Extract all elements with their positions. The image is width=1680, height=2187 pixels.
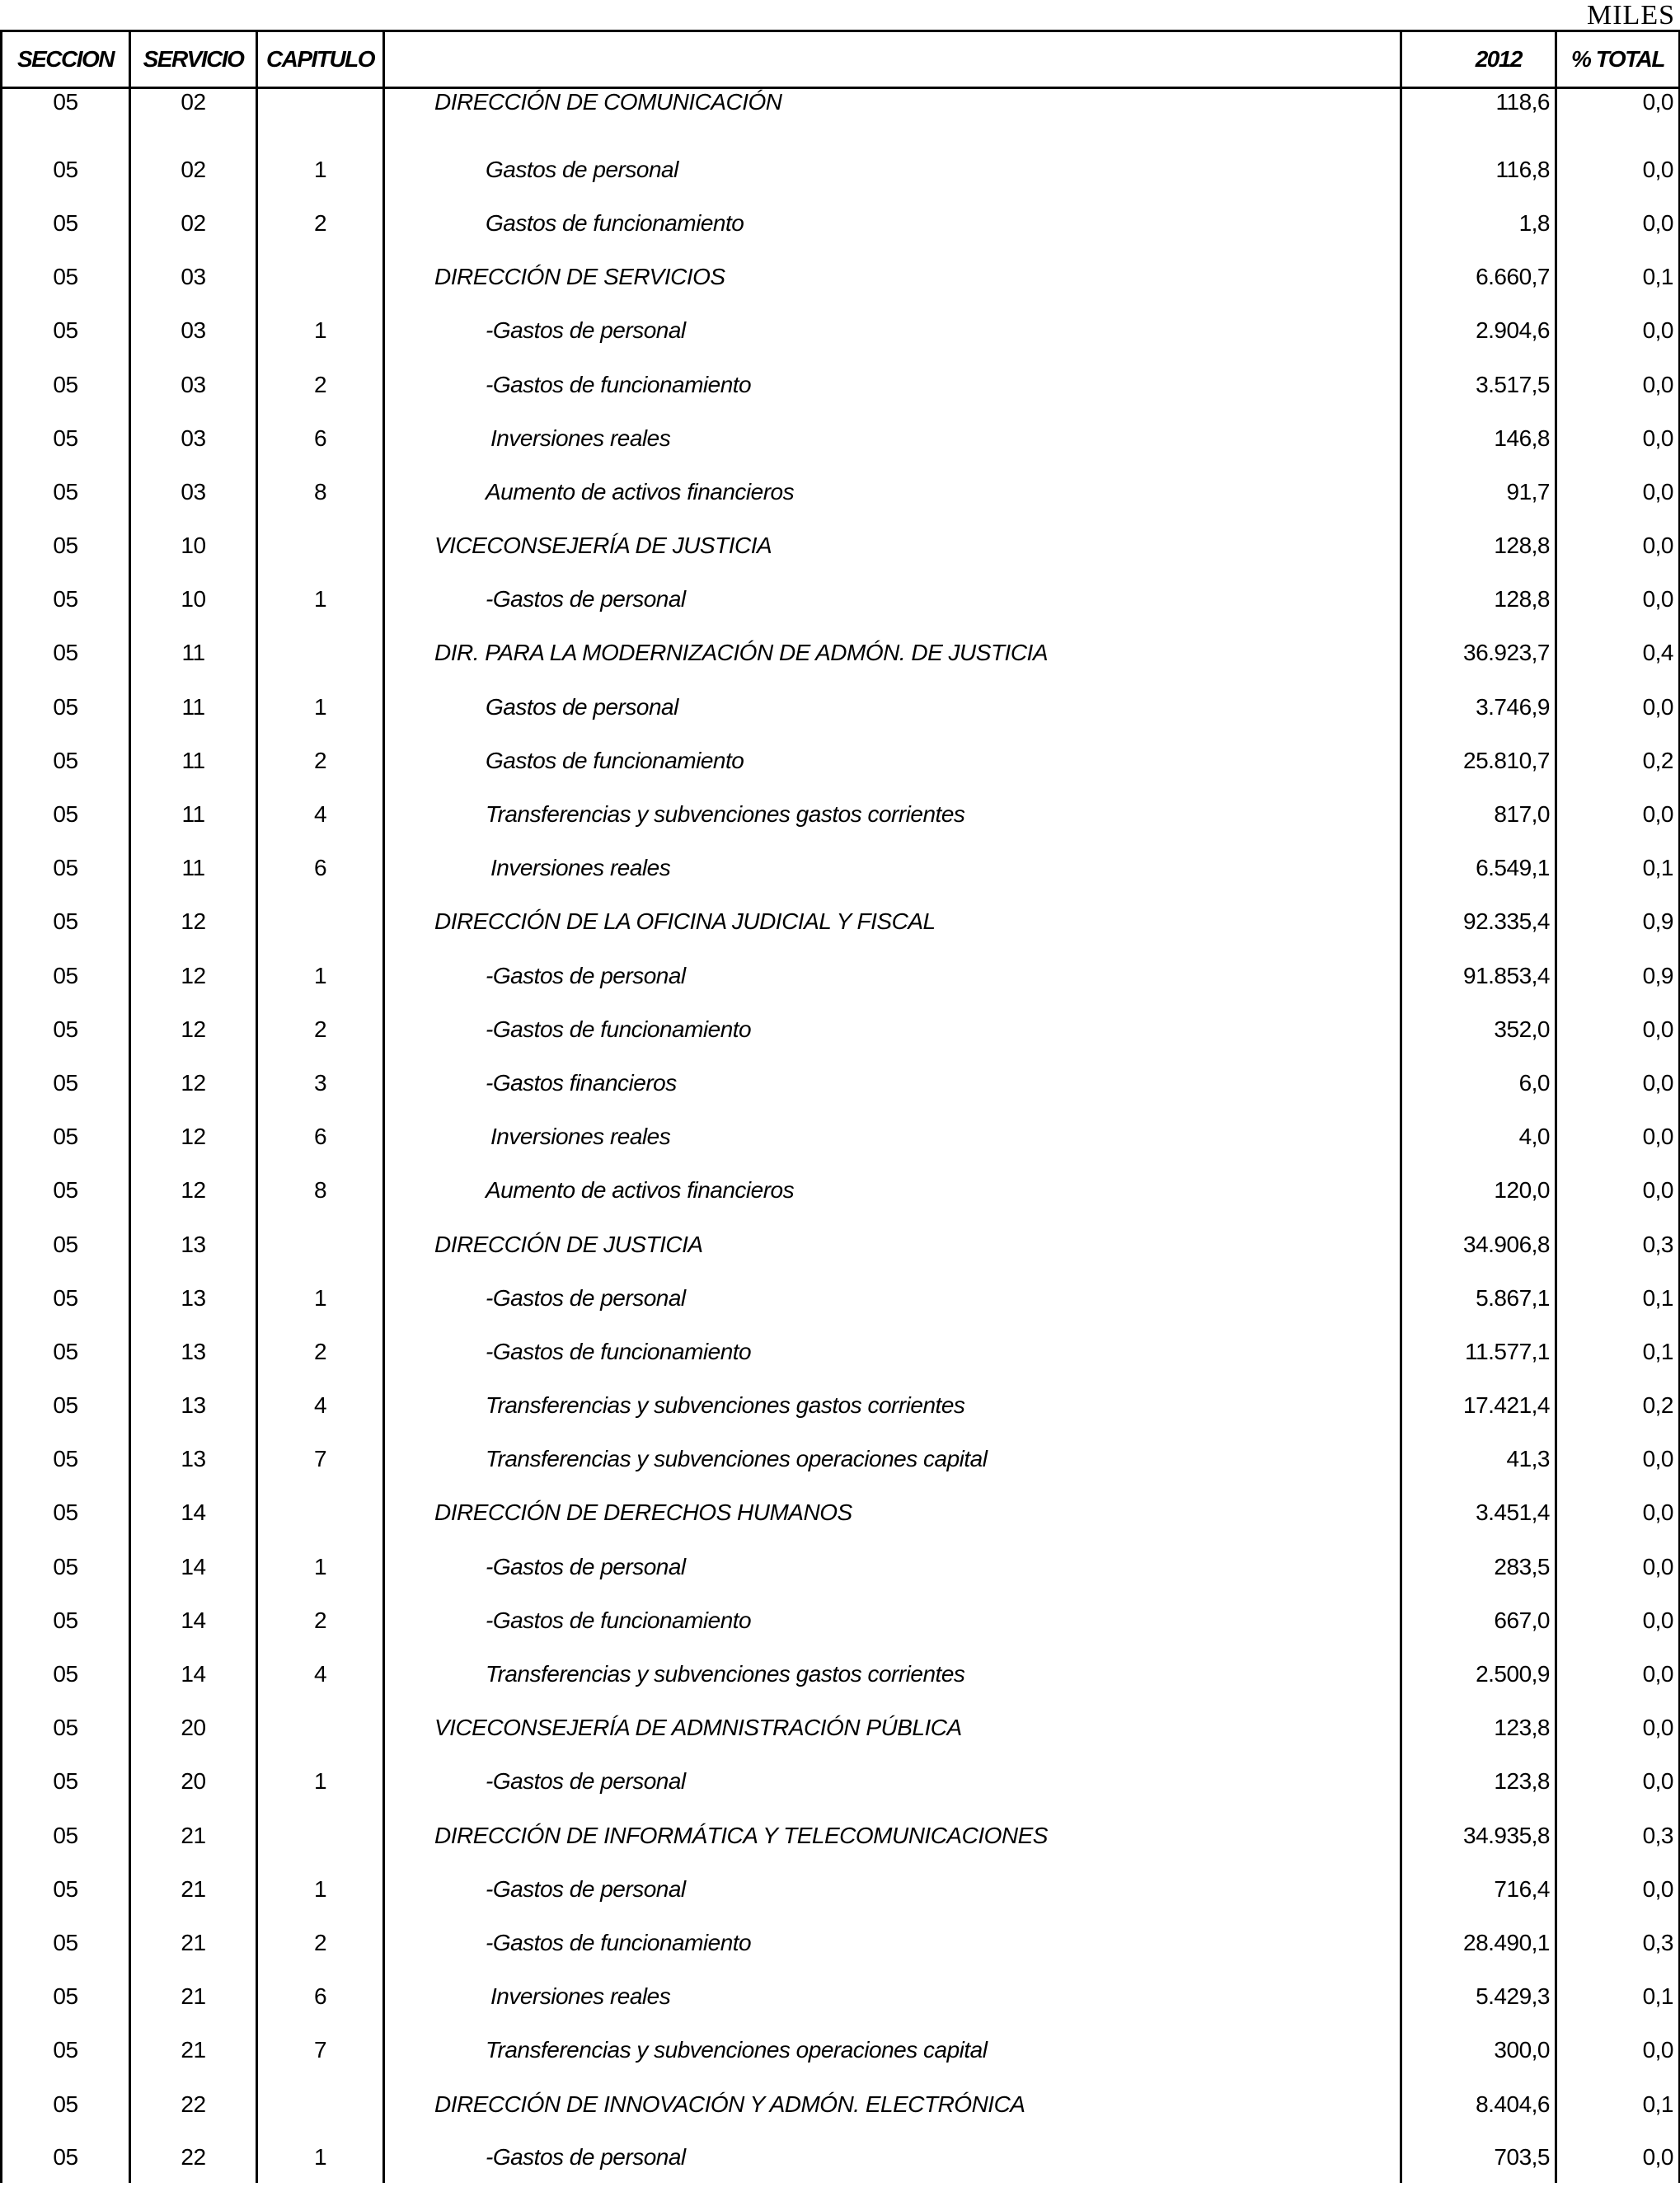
budget-table-container: [0, 30, 1678, 2187]
cell-capitulo: 3: [257, 1056, 384, 1110]
cell-pct-total: 0,4: [1556, 627, 1680, 680]
cell-pct-total: 0,0: [1556, 1110, 1680, 1164]
cell-servicio: 11: [130, 787, 257, 841]
cell-capitulo: 7: [257, 1433, 384, 1486]
cell-importe-2012: 5.429,3: [1401, 1970, 1556, 2024]
header-capitulo: CAPITULO: [257, 31, 384, 88]
table-row: [2, 1218, 1680, 1271]
cell-capitulo: 4: [257, 1379, 384, 1433]
cell-capitulo: [257, 519, 384, 573]
cell-servicio: 14: [130, 1647, 257, 1701]
cell-descripcion: DIRECCIÓN DE SERVICIOS: [384, 251, 1401, 304]
cell-seccion: 05: [2, 2077, 130, 2131]
header-year: 2012: [1401, 31, 1556, 88]
cell-servicio: 13: [130, 1325, 257, 1378]
cell-pct-total: 0,2: [1556, 1379, 1680, 1433]
cell-servicio: 22: [130, 2131, 257, 2183]
cell-importe-2012: 716,4: [1401, 1862, 1556, 1916]
cell-seccion: 05: [2, 2131, 130, 2183]
cell-servicio: 14: [130, 1486, 257, 1540]
cell-capitulo: 1: [257, 143, 384, 196]
cell-capitulo: 2: [257, 734, 384, 787]
cell-pct-total: 0,0: [1556, 1862, 1680, 1916]
table-row: [2, 842, 1680, 895]
table-row: [2, 465, 1680, 519]
cell-capitulo: [257, 627, 384, 680]
cell-servicio: 03: [130, 465, 257, 519]
cell-pct-total: 0,3: [1556, 1916, 1680, 1969]
cell-descripcion: Gastos de personal: [384, 680, 1401, 734]
table-row: [2, 1433, 1680, 1486]
cell-pct-total: 0,0: [1556, 1540, 1680, 1593]
cell-seccion: 05: [2, 734, 130, 787]
cell-seccion: 05: [2, 1433, 130, 1486]
cell-descripcion: -Gastos de personal: [384, 573, 1401, 627]
cell-seccion: 05: [2, 251, 130, 304]
cell-seccion: 05: [2, 1701, 130, 1755]
cell-importe-2012: 6.660,7: [1401, 251, 1556, 304]
header-servicio: SERVICIO: [130, 31, 257, 88]
cell-servicio: 10: [130, 573, 257, 627]
cell-descripcion: -Gastos de funcionamiento: [384, 1002, 1401, 1056]
cell-capitulo: 2: [257, 1002, 384, 1056]
table-row: [2, 1002, 1680, 1056]
cell-importe-2012: 11.577,1: [1401, 1325, 1556, 1378]
cell-servicio: 11: [130, 627, 257, 680]
cell-capitulo: 2: [257, 1593, 384, 1647]
cell-importe-2012: 28.490,1: [1401, 1916, 1556, 1969]
cell-capitulo: [257, 88, 384, 143]
cell-importe-2012: 4,0: [1401, 1110, 1556, 1164]
cell-descripcion: Aumento de activos financieros: [384, 1164, 1401, 1218]
cell-importe-2012: 2.500,9: [1401, 1647, 1556, 1701]
cell-servicio: 03: [130, 304, 257, 358]
cell-pct-total: 0,0: [1556, 680, 1680, 734]
cell-descripcion: DIRECCIÓN DE INFORMÁTICA Y TELECOMUNICACIONES: [384, 1809, 1401, 1862]
cell-seccion: 05: [2, 1916, 130, 1969]
cell-descripcion: Inversiones reales: [384, 1110, 1401, 1164]
cell-seccion: 05: [2, 787, 130, 841]
cell-servicio: 22: [130, 2077, 257, 2131]
table-row: [2, 734, 1680, 787]
cell-capitulo: 8: [257, 1164, 384, 1218]
cell-servicio: 12: [130, 1056, 257, 1110]
table-row: [2, 1593, 1680, 1647]
cell-seccion: 05: [2, 949, 130, 1002]
cell-descripcion: -Gastos de personal: [384, 1862, 1401, 1916]
table-body: [2, 88, 1680, 2184]
cell-pct-total: 0,1: [1556, 251, 1680, 304]
cell-descripcion: DIRECCIÓN DE COMUNICACIÓN: [384, 88, 1401, 143]
cell-importe-2012: 116,8: [1401, 143, 1556, 196]
cell-servicio: 11: [130, 842, 257, 895]
cell-pct-total: 0,9: [1556, 895, 1680, 949]
cell-importe-2012: 6.549,1: [1401, 842, 1556, 895]
cell-pct-total: 0,0: [1556, 2024, 1680, 2077]
cell-descripcion: Gastos de funcionamiento: [384, 734, 1401, 787]
cell-importe-2012: 123,8: [1401, 1701, 1556, 1755]
cell-descripcion: -Gastos de funcionamiento: [384, 1325, 1401, 1378]
cell-capitulo: [257, 1701, 384, 1755]
cell-importe-2012: 120,0: [1401, 1164, 1556, 1218]
cell-seccion: 05: [2, 411, 130, 465]
table-row: [2, 627, 1680, 680]
cell-seccion: 05: [2, 680, 130, 734]
cell-pct-total: 0,0: [1556, 143, 1680, 196]
cell-servicio: 13: [130, 1433, 257, 1486]
header-pct-total: % TOTAL: [1556, 31, 1680, 88]
cell-pct-total: 0,1: [1556, 1271, 1680, 1325]
cell-pct-total: 0,0: [1556, 1701, 1680, 1755]
cell-seccion: 05: [2, 627, 130, 680]
budget-table: [0, 30, 1680, 2183]
cell-importe-2012: 91.853,4: [1401, 949, 1556, 1002]
cell-pct-total: 0,0: [1556, 1056, 1680, 1110]
cell-pct-total: 0,0: [1556, 1002, 1680, 1056]
cell-capitulo: 1: [257, 680, 384, 734]
cell-pct-total: 0,0: [1556, 1593, 1680, 1647]
cell-servicio: 21: [130, 1916, 257, 1969]
table-row: [2, 1809, 1680, 1862]
cell-seccion: 05: [2, 1002, 130, 1056]
cell-capitulo: 4: [257, 787, 384, 841]
cell-descripcion: Transferencias y subvenciones operaciones capital: [384, 2024, 1401, 2077]
cell-seccion: 05: [2, 1218, 130, 1271]
table-row: [2, 680, 1680, 734]
cell-servicio: 03: [130, 251, 257, 304]
cell-seccion: 05: [2, 1325, 130, 1378]
cell-descripcion: Transferencias y subvenciones gastos corrientes: [384, 787, 1401, 841]
cell-importe-2012: 703,5: [1401, 2131, 1556, 2183]
cell-seccion: 05: [2, 88, 130, 143]
table-row: [2, 1325, 1680, 1378]
table-row: [2, 143, 1680, 196]
cell-capitulo: [257, 1809, 384, 1862]
cell-pct-total: 0,0: [1556, 1164, 1680, 1218]
cell-importe-2012: 128,8: [1401, 573, 1556, 627]
cell-seccion: 05: [2, 465, 130, 519]
cell-capitulo: 6: [257, 842, 384, 895]
cell-capitulo: 2: [257, 1916, 384, 1969]
cell-pct-total: 0,0: [1556, 787, 1680, 841]
cell-importe-2012: 25.810,7: [1401, 734, 1556, 787]
cell-importe-2012: 3.451,4: [1401, 1486, 1556, 1540]
header-descripcion: [384, 31, 1401, 88]
table-row: [2, 1755, 1680, 1809]
cell-pct-total: 0,9: [1556, 949, 1680, 1002]
cell-pct-total: 0,3: [1556, 1218, 1680, 1271]
cell-servicio: 11: [130, 680, 257, 734]
cell-descripcion: -Gastos de personal: [384, 1271, 1401, 1325]
cell-servicio: 21: [130, 1809, 257, 1862]
cell-descripcion: -Gastos financieros: [384, 1056, 1401, 1110]
cell-seccion: 05: [2, 1970, 130, 2024]
table-row: [2, 1110, 1680, 1164]
cell-descripcion: Transferencias y subvenciones operaciones capital: [384, 1433, 1401, 1486]
cell-capitulo: 2: [257, 358, 384, 411]
cell-capitulo: 1: [257, 1271, 384, 1325]
cell-servicio: 02: [130, 143, 257, 196]
cell-servicio: 20: [130, 1701, 257, 1755]
table-row: [2, 411, 1680, 465]
cell-importe-2012: 118,6: [1401, 88, 1556, 143]
cell-pct-total: 0,3: [1556, 1809, 1680, 1862]
cell-seccion: 05: [2, 196, 130, 250]
table-row: [2, 1916, 1680, 1969]
cell-capitulo: 6: [257, 411, 384, 465]
cell-importe-2012: 34.935,8: [1401, 1809, 1556, 1862]
units-label: MILES: [1587, 0, 1675, 31]
cell-pct-total: 0,0: [1556, 519, 1680, 573]
cell-pct-total: 0,0: [1556, 88, 1680, 143]
cell-descripcion: -Gastos de funcionamiento: [384, 358, 1401, 411]
cell-importe-2012: 3.517,5: [1401, 358, 1556, 411]
cell-descripcion: Gastos de funcionamiento: [384, 196, 1401, 250]
table-row: [2, 1647, 1680, 1701]
cell-capitulo: [257, 251, 384, 304]
cell-servicio: 12: [130, 1110, 257, 1164]
table-row: [2, 1056, 1680, 1110]
cell-servicio: 13: [130, 1218, 257, 1271]
cell-descripcion: -Gastos de funcionamiento: [384, 1593, 1401, 1647]
cell-descripcion: DIRECCIÓN DE LA OFICINA JUDICIAL Y FISCAL: [384, 895, 1401, 949]
table-row: [2, 1970, 1680, 2024]
cell-seccion: 05: [2, 1271, 130, 1325]
cell-pct-total: 0,0: [1556, 304, 1680, 358]
cell-servicio: 21: [130, 1862, 257, 1916]
cell-descripcion: DIR. PARA LA MODERNIZACIÓN DE ADMÓN. DE JUSTICIA: [384, 627, 1401, 680]
cell-pct-total: 0,0: [1556, 465, 1680, 519]
cell-descripcion: Aumento de activos financieros: [384, 465, 1401, 519]
cell-capitulo: [257, 2077, 384, 2131]
table-row: [2, 2131, 1680, 2183]
cell-pct-total: 0,0: [1556, 1755, 1680, 1809]
cell-descripcion: VICECONSEJERÍA DE ADMNISTRACIÓN PÚBLICA: [384, 1701, 1401, 1755]
cell-importe-2012: 34.906,8: [1401, 1218, 1556, 1271]
cell-capitulo: [257, 1218, 384, 1271]
cell-pct-total: 0,0: [1556, 196, 1680, 250]
table-header: [2, 31, 1680, 88]
table-row: [2, 1164, 1680, 1218]
cell-importe-2012: 8.404,6: [1401, 2077, 1556, 2131]
cell-seccion: 05: [2, 1755, 130, 1809]
cell-pct-total: 0,0: [1556, 358, 1680, 411]
cell-capitulo: 1: [257, 1862, 384, 1916]
cell-importe-2012: 300,0: [1401, 2024, 1556, 2077]
cell-importe-2012: 41,3: [1401, 1433, 1556, 1486]
cell-seccion: 05: [2, 1379, 130, 1433]
table-row: [2, 1379, 1680, 1433]
cell-capitulo: 2: [257, 196, 384, 250]
cell-servicio: 13: [130, 1379, 257, 1433]
cell-capitulo: 8: [257, 465, 384, 519]
header-row: [2, 31, 1680, 88]
cell-importe-2012: 6,0: [1401, 1056, 1556, 1110]
cell-descripcion: DIRECCIÓN DE DERECHOS HUMANOS: [384, 1486, 1401, 1540]
cell-capitulo: 1: [257, 304, 384, 358]
cell-descripcion: DIRECCIÓN DE INNOVACIÓN Y ADMÓN. ELECTRÓNICA: [384, 2077, 1401, 2131]
cell-seccion: 05: [2, 895, 130, 949]
cell-seccion: 05: [2, 1056, 130, 1110]
cell-servicio: 02: [130, 88, 257, 143]
cell-servicio: 03: [130, 358, 257, 411]
cell-capitulo: 4: [257, 1647, 384, 1701]
cell-importe-2012: 146,8: [1401, 411, 1556, 465]
table-row: [2, 519, 1680, 573]
table-row: [2, 88, 1680, 143]
cell-capitulo: 6: [257, 1970, 384, 2024]
cell-importe-2012: 352,0: [1401, 1002, 1556, 1056]
cell-pct-total: 0,0: [1556, 1647, 1680, 1701]
cell-servicio: 12: [130, 949, 257, 1002]
table-row: [2, 1271, 1680, 1325]
cell-descripcion: -Gastos de personal: [384, 304, 1401, 358]
table-row: [2, 1486, 1680, 1540]
table-row: [2, 196, 1680, 250]
cell-seccion: 05: [2, 573, 130, 627]
cell-importe-2012: 92.335,4: [1401, 895, 1556, 949]
cell-capitulo: [257, 895, 384, 949]
cell-descripcion: DIRECCIÓN DE JUSTICIA: [384, 1218, 1401, 1271]
cell-servicio: 12: [130, 1002, 257, 1056]
cell-seccion: 05: [2, 143, 130, 196]
cell-servicio: 14: [130, 1593, 257, 1647]
cell-importe-2012: 3.746,9: [1401, 680, 1556, 734]
cell-pct-total: 0,0: [1556, 1433, 1680, 1486]
table-row: [2, 2077, 1680, 2131]
cell-pct-total: 0,1: [1556, 1325, 1680, 1378]
cell-importe-2012: 36.923,7: [1401, 627, 1556, 680]
header-seccion: SECCION: [2, 31, 130, 88]
cell-importe-2012: 283,5: [1401, 1540, 1556, 1593]
cell-servicio: 10: [130, 519, 257, 573]
cell-pct-total: 0,0: [1556, 411, 1680, 465]
cell-pct-total: 0,1: [1556, 2077, 1680, 2131]
cell-servicio: 20: [130, 1755, 257, 1809]
cell-seccion: 05: [2, 2024, 130, 2077]
cell-seccion: 05: [2, 358, 130, 411]
cell-descripcion: -Gastos de personal: [384, 1540, 1401, 1593]
cell-descripcion: Gastos de personal: [384, 143, 1401, 196]
cell-pct-total: 0,2: [1556, 734, 1680, 787]
cell-capitulo: 6: [257, 1110, 384, 1164]
cell-importe-2012: 5.867,1: [1401, 1271, 1556, 1325]
table-row: [2, 1701, 1680, 1755]
cell-descripcion: Transferencias y subvenciones gastos corrientes: [384, 1647, 1401, 1701]
cell-descripcion: Transferencias y subvenciones gastos corrientes: [384, 1379, 1401, 1433]
cell-importe-2012: 128,8: [1401, 519, 1556, 573]
cell-importe-2012: 2.904,6: [1401, 304, 1556, 358]
table-row: [2, 1540, 1680, 1593]
table-row: [2, 573, 1680, 627]
cell-capitulo: 1: [257, 573, 384, 627]
table-row: [2, 787, 1680, 841]
cell-descripcion: Inversiones reales: [384, 411, 1401, 465]
cell-servicio: 13: [130, 1271, 257, 1325]
cell-servicio: 21: [130, 2024, 257, 2077]
cell-descripcion: -Gastos de personal: [384, 1755, 1401, 1809]
table-row: [2, 2024, 1680, 2077]
cell-seccion: 05: [2, 1862, 130, 1916]
cell-importe-2012: 817,0: [1401, 787, 1556, 841]
cell-capitulo: 2: [257, 1325, 384, 1378]
cell-pct-total: 0,0: [1556, 2131, 1680, 2183]
cell-servicio: 02: [130, 196, 257, 250]
cell-servicio: 12: [130, 1164, 257, 1218]
cell-seccion: 05: [2, 1164, 130, 1218]
cell-importe-2012: 91,7: [1401, 465, 1556, 519]
cell-pct-total: 0,1: [1556, 842, 1680, 895]
table-row: [2, 895, 1680, 949]
cell-pct-total: 0,0: [1556, 1486, 1680, 1540]
cell-capitulo: 1: [257, 1755, 384, 1809]
cell-capitulo: 1: [257, 949, 384, 1002]
cell-pct-total: 0,0: [1556, 573, 1680, 627]
cell-importe-2012: 1,8: [1401, 196, 1556, 250]
cell-seccion: 05: [2, 519, 130, 573]
table-row: [2, 1862, 1680, 1916]
cell-seccion: 05: [2, 304, 130, 358]
cell-servicio: 14: [130, 1540, 257, 1593]
cell-servicio: 03: [130, 411, 257, 465]
cell-descripcion: -Gastos de personal: [384, 2131, 1401, 2183]
cell-pct-total: 0,1: [1556, 1970, 1680, 2024]
cell-capitulo: 7: [257, 2024, 384, 2077]
cell-descripcion: -Gastos de funcionamiento: [384, 1916, 1401, 1969]
cell-servicio: 12: [130, 895, 257, 949]
cell-seccion: 05: [2, 1593, 130, 1647]
cell-descripcion: VICECONSEJERÍA DE JUSTICIA: [384, 519, 1401, 573]
cell-capitulo: [257, 1486, 384, 1540]
cell-seccion: 05: [2, 1809, 130, 1862]
cell-seccion: 05: [2, 1540, 130, 1593]
cell-seccion: 05: [2, 842, 130, 895]
cell-importe-2012: 667,0: [1401, 1593, 1556, 1647]
cell-descripcion: -Gastos de personal: [384, 949, 1401, 1002]
table-row: [2, 358, 1680, 411]
cell-capitulo: 1: [257, 2131, 384, 2183]
cell-capitulo: 1: [257, 1540, 384, 1593]
cell-descripcion: Inversiones reales: [384, 1970, 1401, 2024]
cell-descripcion: Inversiones reales: [384, 842, 1401, 895]
cell-seccion: 05: [2, 1647, 130, 1701]
cell-importe-2012: 17.421,4: [1401, 1379, 1556, 1433]
cell-servicio: 21: [130, 1970, 257, 2024]
cell-seccion: 05: [2, 1486, 130, 1540]
table-row: [2, 251, 1680, 304]
cell-seccion: 05: [2, 1110, 130, 1164]
table-row: [2, 304, 1680, 358]
cell-servicio: 11: [130, 734, 257, 787]
table-row: [2, 949, 1680, 1002]
cell-importe-2012: 123,8: [1401, 1755, 1556, 1809]
